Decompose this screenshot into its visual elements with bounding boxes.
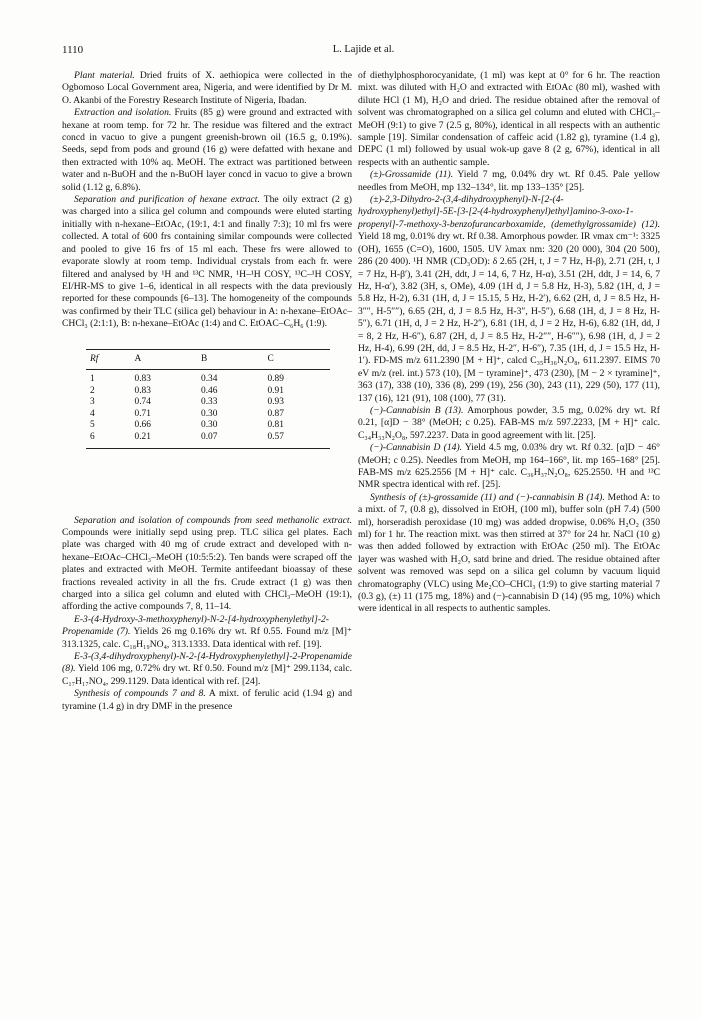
table-row	[86, 397, 330, 409]
section-title: E-3-(4-Hydroxy-3-methoxyphenyl)-N-2-[4-hydroxyphenylethyl]-2-Propenamide (7).	[62, 613, 330, 638]
rf-table	[86, 349, 330, 449]
running-head: L. Lajide et al.	[332, 44, 395, 55]
paragraph-cannabisin-b	[358, 405, 660, 442]
paragraph-compound-8	[62, 651, 352, 688]
table-header: Rf	[86, 349, 131, 369]
paragraph-cannabisin-d	[358, 442, 660, 492]
section-title: Synthesis of compounds 7 and 8.	[74, 688, 206, 700]
table-cell: 0.07	[197, 432, 263, 448]
table-cell: 1	[90, 373, 95, 384]
table-header: A	[131, 349, 197, 369]
table-cell: 6	[86, 432, 131, 448]
section-title: Separation and purification of hexane extract.	[74, 194, 260, 206]
table-cell: 0.74	[134, 397, 151, 408]
paragraph-text: Yield 18 mg, 0.01% dry wt. Rf 0.38. Amorphous powder. IR νmax cm⁻¹: 3325 (OH), 1655 (C=O), 1600, 1505. UV λmax nm: 320 (20 000), 304 (20 500), 286 (20 400). ¹H NMR (CD₃OD): δ 2.65 (2H, t, J = 7 Hz, H-β), 2.71 (2H, t, J = 7 Hz, H-β′), 3.41 (2H, ddt, J = 14, 6, 7 Hz, H-α), 3.51 (2H, ddt, J = 14, 6, 7 Hz, H-α′), 3.82 (3H, s, OMe), 4.09 (1H d, J = 5.8 Hz, H-3), 5.82 (1H, d, J = 5.8 Hz, H-2), 6.31 (1H, d, J = 15.15, 5 Hz, H-2′), 6.62 (2H, d, J = 8.5 Hz, H-3″″, H-5″″), 6.65 (2H, d, J = 8.5 Hz, H-3″, H-5″), 6.68 (1H, d, J = 8 Hz, H-5″), 6.71 (1H, d, J = 2 Hz, H-2″), 6.81 (1H, d, J = 2 Hz, H-6), 6.82 (1H, dd, J = 8, 2 Hz, H-6″), 6.87 (2H, d, J = 8.5 Hz, H-2″″, H-6″″), 6.98 (1H, d, J = 2 Hz, H-4), 6.99 (2H, dd, J = 8.5 Hz, H-2″, H-6″), 7.35 (1H, d, J = 15.5 Hz, H-1′). FD-MS m/z 611.2390 [M + H]⁺, calcd C₃₅H₃₆N₂O₈, 611.2397. EIMS 70 eV m/z (rel. int.) 573 (10), [M − tyramine]⁺, 473 (230), [M − 2 × tyramine]⁺, 363 (17), 338 (10), 336 (8), 299 (19), 256 (30), 243 (11), 229 (50), 177 (11), 137 (16), 121 (91), 108 (100), 77 (31).	[358, 231, 660, 404]
table-cell: 0.30	[201, 420, 218, 431]
right-column	[358, 70, 660, 616]
table-header: B	[197, 349, 263, 369]
paragraph-text: Yield 106 mg, 0.72% dry wt. Rf 0.50. Found m/z [M]⁺ 299.1134, calc. C₁₇H₁₇NO₄, 299.1129. Data identical with ref. [24].	[62, 663, 352, 687]
page-number: 1110	[62, 44, 84, 56]
table-cell: 5	[90, 420, 95, 431]
section-title: Synthesis of (±)-grossamide (11) and (−)-cannabisin B (14).	[370, 491, 605, 503]
table-cell: 0.71	[134, 408, 151, 419]
table-cell: 0.33	[201, 397, 218, 408]
table-header: C	[263, 349, 330, 369]
table-cell: 4	[90, 408, 95, 419]
paragraph-hexane-extract	[62, 194, 352, 330]
paragraph-text: Compounds were initially sepd using prep. TLC silica gel plates. Each plate was charged with 40 mg of crude extract and developed with n-hexane–EtOAc–CHCl₃–MeOH (10:5:5:2). Ten bands were scraped off the plates and extracted with MeOH. Termite antifeedant bioassay of these fractions revealed activity in all the frs. Crude extract (1 g) was then charged into a silica gel column and eluted with CHCl₃–MeOH (19:1), affording the active compounds 7, 8, 11–14.	[62, 526, 352, 613]
paragraph-text: Fruits (85 g) were ground and extracted with hexane at room temp. for 72 hr. The residue was filtered and the extract concd in vacuo to give a pungent greenish-brown oil (16.5 g, 0.19%). Seeds, sepd from pods and ground (16 g) were defatted with hexane and then extracted with 10% aq. MeOH. The extract was partitioned between water and n-BuOH and the n-BuOH layer concd in vacuo to give a brown solid (1.12 g, 6.8%).	[62, 107, 352, 193]
paragraph-text: The oily extract (2 g) was charged into a silica gel column and compounds were eluted starting initially with n-hexane–EtOAc, (19:1, 4:1 and finally 7:3); 10 ml frs were collected. A total of 600 frs containing similar compounds were collected and pooled to give 16 frs of 15 ml each. These frs were allowed to evaporate slowly at room temp. Individual crystals from each fr. were filtered and analysed by ¹H and ¹³C NMR, ¹H–¹H COSY, ¹³C–¹H COSY, EI/HR-MS to give 1–6, identical in all respects with the data previously reported for these compounds [6–13]. The homogeneity of the compounds was confirmed by their TLC (silica gel) behaviour in A: n-hexane–EtOAc–CHCl₃ (2:1:1), B: n-hexane–EtOAc (1:4) and C. EtOAC–C₆H₆ (1:9).	[62, 194, 352, 330]
section-title: Plant material.	[74, 70, 135, 81]
table-row	[86, 386, 330, 398]
table-cell: 0.91	[267, 385, 284, 396]
table-cell: 3	[90, 397, 95, 408]
table-cell: 0.83	[134, 373, 151, 384]
table-cell: 0.81	[267, 420, 284, 431]
paragraph-text: A mixt. of ferulic acid (1.94 g) and tyramine (1.4 g) in dry DMF in the presence	[62, 688, 352, 712]
table-cell: 0.89	[267, 373, 284, 384]
paragraph-text: Amorphous powder, 3.5 mg, 0.02% dry wt. Rf 0.21, [α]D − 38° (MeOH; c 0.25). FAB-MS m/z 597.2233, [M + H]⁺ calc. C₃₄H₃₃N₂O₈, 597.2237. Data in good agreement with lit. [25].	[358, 404, 661, 441]
table-cell: 0.83	[134, 385, 151, 396]
paragraph-plant-material	[62, 70, 352, 107]
section-title: Extraction and isolation.	[74, 107, 172, 119]
table-cell: 0.87	[267, 408, 284, 419]
table-cell: 0.34	[201, 373, 218, 384]
paragraph-grossamide	[358, 169, 660, 194]
page-header	[62, 44, 665, 60]
paragraph-continued: of diethylphosphorocyanidate, (1 ml) was kept at 0° for 6 hr. The reaction mixt. was diluted with H₂O and extracted with EtOAc (80 ml), washed with dilute HCl (1 M), H₂O and dried. The residue obtained after the removal of solvent was chromatographed on a silica gel column and eluted with CHCl₃–MeOH (9:1) to give 7 (2.5 g, 80%), identical in all respects with an authentic sample [19]. Similar condensation of caffeic acid (1.82 g), tyramine (1.4 g), DEPC (1 ml) followed by usual wok-up gave 8 (2 g, 67%), identical in all respects with an authentic sample.	[358, 70, 660, 168]
section-title: (±)-Grossamide (11).	[370, 169, 454, 181]
paragraph-text: Dried fruits of X. aethiopica were collected in the Ogbomoso Local Government area, Nigeria, and were identified by Dr M. O. Akanbi of the Forestry Research Institute of Nigeria, Ibadan.	[62, 70, 352, 106]
table-cell: 0.66	[134, 420, 151, 431]
section-title: (±)-2,3-Dihydro-2-(3,4-dihydroxyphenyl)-N-[2-(4-hydroxyphenyl)ethyl]-5E-[3-[2-(4-hydroxyphenyl)ethyl]amino-3-oxo-1-propenyl]-7-methoxy-3-benzofurancarboxamide, (demethylgrossamide) (12).	[358, 194, 660, 230]
paragraph-extraction	[62, 107, 352, 194]
table-cell: 2	[90, 385, 95, 396]
paragraph-synthesis-11-14	[358, 492, 660, 616]
paragraph-demethylgrossamide	[358, 194, 660, 405]
table-row	[86, 432, 330, 448]
section-title: (−)-Cannabisin B (13).	[370, 404, 464, 416]
paragraph-text: Yield 4.5 mg, 0.03% dry wt. Rf 0.32. [α]D − 46° (MeOH; c 0.25). Needles from MeOH, mp 164–166°, lit. mp 165–168° [25]. FAB-MS m/z 625.2556 [M + H]⁺ calc. C₃₆H₃₇N₂O₈, 625.2550. ¹H and ¹³C NMR spectra identical with ref. [25].	[358, 442, 660, 491]
paragraph-text: Yield 7 mg, 0.04% dry wt. Rf 0.45. Pale yellow needles from MeOH, mp 132–134°, lit. mp 133–135° [25].	[358, 169, 660, 193]
table-cell: 0.46	[201, 385, 218, 396]
table-row	[86, 420, 330, 432]
table-cell: 0.30	[201, 408, 218, 419]
table-row	[86, 409, 330, 421]
paragraph-text: Method A: to a mixt. of 7, (0.8 g), dissolved in EtOH, (100 ml), buffer soln (pH 7.4) (500 ml), horseradish peroxidase (10 mg) was added dropwise, 0.06% H₂O₂ (350 ml) for 1 hr. The reaction mixt. was then stirred at 37° for 24 hr. NaCl (10 g) was then added followed by extraction with EtOAc (250 ml). The EtOAc layer was washed with H₂O, satd brine and dried. The residue obtained after solvent was removed was sepd on a silica gel column by vacuum liquid chromatography (VLC) using Me₂CO–CHCl₃ (1:9) to give starting material 7 (0.3 g), (±) 11 (175 mg, 18%) and (−)-cannabisin D (14) (95 mg, 10%) which were identical in all respects to authentic samples.	[358, 491, 660, 615]
paragraph-compound-7	[62, 614, 352, 651]
table-spacer	[62, 467, 352, 515]
paragraph-text: Yields 26 mg 0.16% dry wt. Rf 0.55. Found m/z [M]⁺ 313.1325, calc. C₁₈H₁₉NO₄, 313.1333. Data identical with ref. [19].	[62, 626, 352, 650]
table-row	[86, 369, 330, 385]
paragraph-synthesis-7-8	[62, 688, 352, 713]
table-header-row	[86, 349, 330, 369]
table-cell: 0.21	[131, 432, 197, 448]
section-title: Separation and isolation of compounds from seed methanolic extract.	[74, 514, 352, 526]
paragraph-seed-extract	[62, 515, 352, 614]
left-column	[62, 70, 352, 713]
section-title: (−)-Cannabisin D (14).	[370, 442, 463, 454]
table-cell: 0.93	[267, 397, 284, 408]
section-title: E-3-(3,4-dihydroxyphenyl)-N-2-[4-Hydroxyphenylethyl]-2-Propenamide (8).	[62, 650, 352, 675]
table-cell: 0.57	[263, 432, 330, 448]
